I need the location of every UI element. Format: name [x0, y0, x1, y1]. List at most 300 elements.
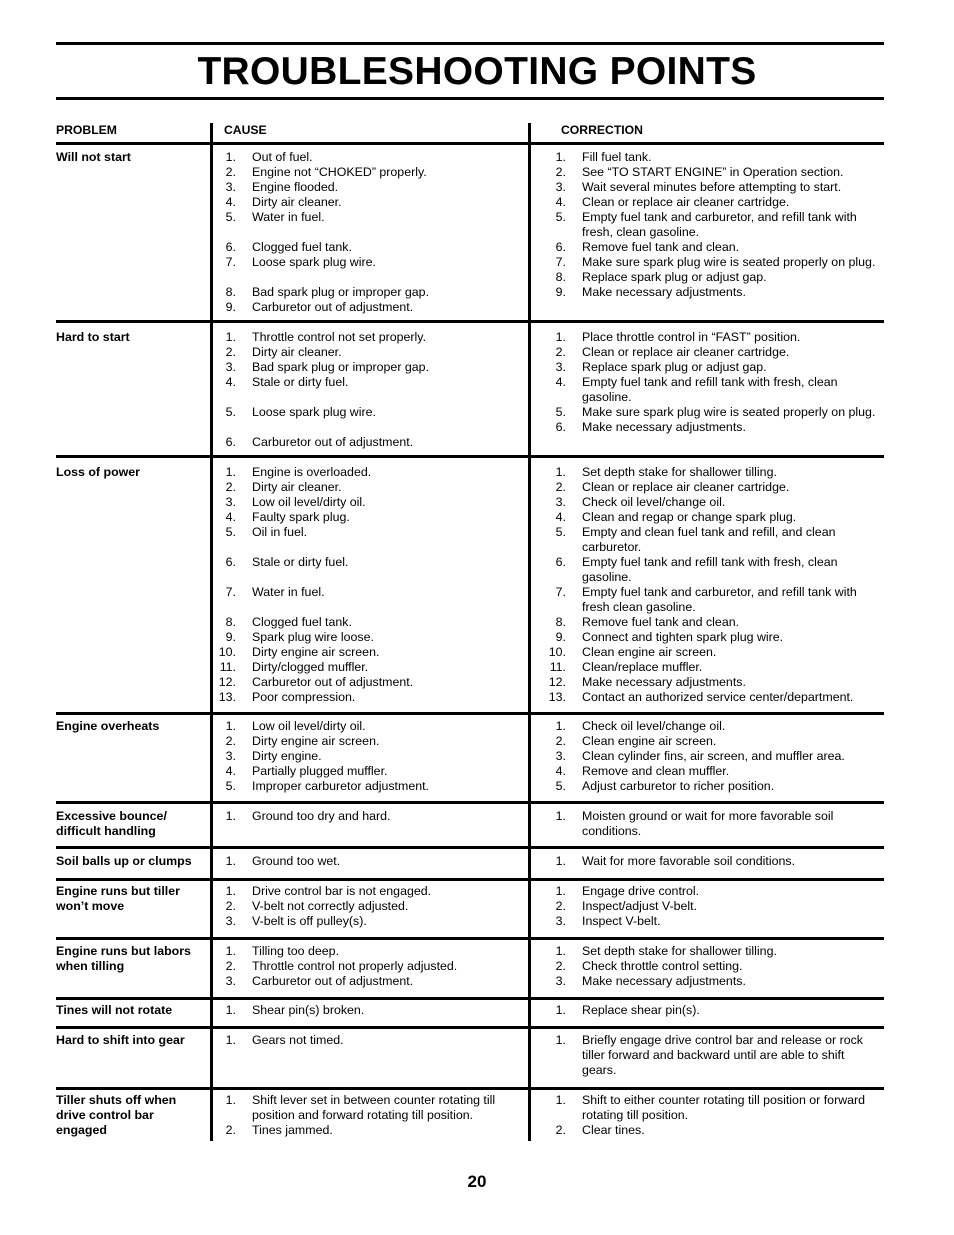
row-divider [56, 1026, 884, 1029]
item-text: Spark plug wire loose. [252, 630, 374, 644]
item-text: Oil in fuel. [252, 525, 308, 539]
item-text: Partially plugged muffler. [252, 764, 388, 778]
item-number: 3. [555, 749, 566, 763]
item-text: Empty fuel tank and carburetor, and refill tank with fresh clean gasoline. [582, 585, 857, 614]
problem-label [56, 1003, 206, 1018]
item-number: 5. [225, 779, 236, 793]
item-text: Drive control bar is not engaged. [252, 884, 432, 898]
item-number: 12. [548, 675, 566, 689]
correction-list [542, 1003, 880, 1018]
item-number: 11. [549, 660, 566, 674]
item-text: Dirty air cleaner. [252, 195, 342, 209]
item-number: 9. [555, 630, 566, 644]
problem-label-line: Will not start [56, 150, 131, 164]
correction-item [542, 180, 880, 195]
cause-item [212, 660, 512, 675]
item-number: 1. [555, 809, 566, 823]
item-text: Dirty air cleaner. [252, 345, 342, 359]
correction-item [542, 405, 880, 420]
item-text: Water in fuel. [252, 210, 325, 224]
correction-item [542, 779, 880, 794]
item-text: V-belt is off pulley(s). [252, 914, 367, 928]
item-number: 7. [225, 255, 236, 269]
list-spacer [212, 600, 512, 615]
item-number: 1. [555, 150, 566, 164]
item-text: Shift to either counter rotating till position or forward rotating till position. [582, 1093, 866, 1122]
problem-label [56, 1033, 206, 1048]
correction-item [542, 764, 880, 779]
problem-label-line: Soil balls up or clumps [56, 854, 192, 868]
item-number: 1. [225, 1033, 236, 1047]
item-text: Clear tines. [582, 1123, 645, 1137]
row-divider [56, 846, 884, 849]
cause-item [212, 645, 512, 660]
correction-item [542, 899, 880, 914]
item-number: 4. [555, 375, 566, 389]
item-number: 5. [225, 525, 236, 539]
item-number: 2. [555, 1123, 566, 1137]
item-text: Dirty air cleaner. [252, 480, 342, 494]
item-text: Faulty spark plug. [252, 510, 350, 524]
correction-item [542, 854, 880, 869]
correction-item [542, 330, 880, 345]
item-text: Bad spark plug or improper gap. [252, 360, 430, 374]
item-text: Empty fuel tank and refill tank with fresh, clean gasoline. [582, 555, 838, 584]
item-text: Check oil level/change oil. [582, 719, 726, 733]
cause-item [212, 675, 512, 690]
item-text: Ground too dry and hard. [252, 809, 391, 823]
cause-item [212, 944, 512, 959]
item-text: Clean or replace air cleaner cartridge. [582, 480, 790, 494]
cause-item [212, 360, 512, 375]
item-text: Clean or replace air cleaner cartridge. [582, 345, 790, 359]
item-number: 1. [555, 884, 566, 898]
correction-item [542, 809, 880, 839]
item-text: Set depth stake for shallower tilling. [582, 944, 777, 958]
item-number: 8. [555, 270, 566, 284]
correction-item [542, 1093, 880, 1123]
cause-list [212, 465, 512, 705]
item-number: 2. [225, 899, 236, 913]
cause-item [212, 165, 512, 180]
item-text: Dirty engine air screen. [252, 734, 380, 748]
item-text: Dirty engine. [252, 749, 322, 763]
cause-item [212, 465, 512, 480]
item-number: 4. [225, 195, 236, 209]
item-text: Loose spark plug wire. [252, 405, 376, 419]
correction-item [542, 660, 880, 675]
cause-item [212, 585, 512, 600]
correction-item [542, 210, 880, 240]
cause-list [212, 1003, 512, 1018]
list-spacer [212, 570, 512, 585]
correction-item [542, 734, 880, 749]
item-text: Empty and clean fuel tank and refill, and clean carburetor. [582, 525, 836, 554]
problem-label-line: Engine overheats [56, 719, 160, 733]
item-number: 3. [555, 914, 566, 928]
row-divider [56, 937, 884, 940]
item-number: 1. [225, 1093, 236, 1107]
cause-item [212, 495, 512, 510]
row-divider [56, 801, 884, 804]
item-text: Empty fuel tank and carburetor, and refill tank with fresh, clean gasoline. [582, 210, 857, 239]
item-text: Inspect V-belt. [582, 914, 661, 928]
item-text: Low oil level/dirty oil. [252, 495, 366, 509]
cause-item [212, 959, 512, 974]
row-divider [56, 1087, 884, 1090]
item-text: Empty fuel tank and refill tank with fresh, clean gasoline. [582, 375, 838, 404]
table-header-rule [56, 142, 884, 145]
item-text: Stale or dirty fuel. [252, 555, 349, 569]
correction-item [542, 585, 880, 615]
item-number: 4. [555, 764, 566, 778]
correction-item [542, 285, 880, 300]
title-underline-rule [56, 97, 884, 100]
cause-item [212, 809, 512, 824]
item-number: 1. [555, 854, 566, 868]
item-number: 7. [555, 255, 566, 269]
cause-item [212, 734, 512, 749]
cause-item [212, 255, 512, 270]
item-text: Adjust carburetor to richer position. [582, 779, 775, 793]
correction-list [542, 465, 880, 705]
item-text: Water in fuel. [252, 585, 325, 599]
problem-label [56, 1093, 206, 1138]
item-number: 2. [225, 480, 236, 494]
item-number: 7. [225, 585, 236, 599]
correction-item [542, 525, 880, 555]
problem-label-line: difficult handling [56, 824, 156, 838]
item-number: 5. [555, 779, 566, 793]
list-spacer [212, 270, 512, 285]
problem-label [56, 854, 206, 869]
item-text: Shift lever set in between counter rotating till position and forward rotating till position. [252, 1093, 496, 1122]
item-text: Dirty/clogged muffler. [252, 660, 369, 674]
item-text: Clogged fuel tank. [252, 240, 352, 254]
item-text: Throttle control not properly adjusted. [252, 959, 458, 973]
item-text: Gears not timed. [252, 1033, 344, 1047]
problem-label-line: won’t move [56, 899, 125, 913]
problem-label-line: Engine runs but tiller [56, 884, 180, 898]
problem-label-line: Tiller shuts off when [56, 1093, 177, 1107]
item-text: Clean engine air screen. [582, 734, 717, 748]
row-divider [56, 712, 884, 715]
item-number: 2. [555, 480, 566, 494]
item-text: Make sure spark plug wire is seated properly on plug. [582, 405, 876, 419]
cause-item [212, 480, 512, 495]
item-number: 3. [225, 180, 236, 194]
item-number: 4. [555, 510, 566, 524]
item-text: Clean and regap or change spark plug. [582, 510, 797, 524]
correction-item [542, 959, 880, 974]
item-number: 3. [555, 180, 566, 194]
item-number: 2. [555, 345, 566, 359]
correction-item [542, 465, 880, 480]
problem-label [56, 150, 206, 165]
item-text: Tines jammed. [252, 1123, 333, 1137]
correction-list [542, 1033, 880, 1078]
item-number: 1. [555, 1003, 566, 1017]
item-text: Improper carburetor adjustment. [252, 779, 429, 793]
item-number: 10. [218, 645, 236, 659]
item-number: 8. [225, 615, 236, 629]
item-number: 1. [555, 1033, 566, 1047]
cause-item [212, 1093, 512, 1123]
item-number: 8. [225, 285, 236, 299]
correction-item [542, 675, 880, 690]
item-text: Carburetor out of adjustment. [252, 435, 414, 449]
item-text: Loose spark plug wire. [252, 255, 376, 269]
item-number: 2. [225, 345, 236, 359]
problem-label-line: drive control bar [56, 1108, 154, 1122]
correction-item [542, 360, 880, 375]
problem-label-line: Loss of power [56, 465, 140, 479]
list-spacer [212, 540, 512, 555]
correction-item [542, 495, 880, 510]
item-text: Make sure spark plug wire is seated properly on plug. [582, 255, 876, 269]
item-number: 13. [218, 690, 236, 704]
cause-item [212, 1123, 512, 1138]
correction-item [542, 270, 880, 285]
cause-item [212, 375, 512, 390]
cause-item [212, 405, 512, 420]
correction-column-divider [528, 123, 531, 1141]
cause-list [212, 330, 512, 450]
item-text: Moisten ground or wait for more favorable soil conditions. [582, 809, 834, 838]
list-spacer [212, 225, 512, 240]
item-number: 2. [555, 165, 566, 179]
cause-item [212, 884, 512, 899]
correction-item [542, 690, 880, 705]
item-number: 2. [555, 734, 566, 748]
item-number: 1. [225, 719, 236, 733]
problem-label [56, 884, 206, 914]
item-text: Engine flooded. [252, 180, 339, 194]
page-title: TROUBLESHOOTING POINTS [197, 50, 757, 93]
item-text: Replace spark plug or adjust gap. [582, 360, 767, 374]
item-number: 2. [225, 1123, 236, 1137]
item-text: Make necessary adjustments. [582, 974, 746, 988]
item-number: 6. [555, 420, 566, 434]
item-number: 1. [225, 330, 236, 344]
correction-item [542, 480, 880, 495]
item-number: 2. [555, 899, 566, 913]
item-number: 1. [555, 330, 566, 344]
item-text: Bad spark plug or improper gap. [252, 285, 430, 299]
correction-list [542, 854, 880, 869]
header-cause: CAUSE [224, 123, 267, 137]
correction-item [542, 150, 880, 165]
correction-list [542, 809, 880, 839]
correction-item [542, 165, 880, 180]
item-text: See “TO START ENGINE” in Operation section. [582, 165, 844, 179]
problem-label-line: Hard to start [56, 330, 130, 344]
problem-label-line: Tines will not rotate [56, 1003, 173, 1017]
item-text: Wait several minutes before attempting to start. [582, 180, 842, 194]
item-number: 1. [555, 944, 566, 958]
item-number: 5. [555, 405, 566, 419]
item-text: Make necessary adjustments. [582, 420, 746, 434]
item-number: 1. [225, 944, 236, 958]
top-rule [56, 42, 884, 45]
item-text: Clean cylinder fins, air screen, and muffler area. [582, 749, 845, 763]
problem-label-line: engaged [56, 1123, 107, 1137]
item-number: 2. [225, 734, 236, 748]
item-number: 8. [555, 615, 566, 629]
correction-list [542, 1093, 880, 1138]
item-text: Tilling too deep. [252, 944, 340, 958]
problem-label-line: Hard to shift into gear [56, 1033, 185, 1047]
problem-label-line: when tilling [56, 959, 125, 973]
item-number: 3. [225, 360, 236, 374]
cause-item [212, 1033, 512, 1048]
correction-item [542, 255, 880, 270]
item-number: 7. [555, 585, 566, 599]
item-text: Shear pin(s) broken. [252, 1003, 365, 1017]
item-text: Out of fuel. [252, 150, 313, 164]
correction-item [542, 645, 880, 660]
item-number: 9. [225, 300, 236, 314]
item-text: Replace shear pin(s). [582, 1003, 700, 1017]
item-number: 6. [225, 555, 236, 569]
cause-item [212, 180, 512, 195]
correction-item [542, 1033, 880, 1078]
correction-item [542, 1123, 880, 1138]
item-text: Check throttle control setting. [582, 959, 743, 973]
item-text: Connect and tighten spark plug wire. [582, 630, 784, 644]
correction-item [542, 884, 880, 899]
page-number: 20 [467, 1172, 487, 1191]
item-text: Contact an authorized service center/department. [582, 690, 854, 704]
cause-list [212, 854, 512, 869]
item-number: 5. [555, 210, 566, 224]
item-number: 11. [219, 660, 236, 674]
cause-item [212, 435, 512, 450]
item-text: Clogged fuel tank. [252, 615, 352, 629]
item-text: Replace spark plug or adjust gap. [582, 270, 767, 284]
item-number: 12. [218, 675, 236, 689]
item-number: 4. [225, 375, 236, 389]
item-text: Briefly engage drive control bar and release or rock tiller forward and backward until are able to shift gears. [582, 1033, 864, 1077]
item-number: 4. [225, 510, 236, 524]
item-text: V-belt not correctly adjusted. [252, 899, 409, 913]
item-number: 5. [225, 405, 236, 419]
row-divider [56, 320, 884, 323]
cause-item [212, 719, 512, 734]
correction-item [542, 974, 880, 989]
cause-item [212, 974, 512, 989]
cause-item [212, 914, 512, 929]
item-text: Fill fuel tank. [582, 150, 652, 164]
cause-list [212, 944, 512, 989]
item-number: 6. [225, 240, 236, 254]
item-text: Remove and clean muffler. [582, 764, 730, 778]
correction-item [542, 420, 880, 435]
item-number: 13. [548, 690, 566, 704]
item-text: Dirty engine air screen. [252, 645, 380, 659]
problem-label-line: Excessive bounce/ [56, 809, 167, 823]
correction-item [542, 944, 880, 959]
item-text: Inspect/adjust V-belt. [582, 899, 698, 913]
cause-item [212, 195, 512, 210]
cause-list [212, 1093, 512, 1138]
list-spacer [212, 390, 512, 405]
correction-list [542, 719, 880, 794]
item-number: 3. [555, 974, 566, 988]
item-number: 2. [225, 959, 236, 973]
item-text: Low oil level/dirty oil. [252, 719, 366, 733]
item-number: 10. [548, 645, 566, 659]
item-number: 2. [555, 959, 566, 973]
item-text: Wait for more favorable soil conditions. [582, 854, 796, 868]
cause-item [212, 779, 512, 794]
cause-item [212, 749, 512, 764]
item-number: 3. [225, 974, 236, 988]
cause-list [212, 719, 512, 794]
item-text: Make necessary adjustments. [582, 285, 746, 299]
cause-item [212, 899, 512, 914]
item-number: 1. [225, 150, 236, 164]
item-number: 3. [555, 495, 566, 509]
cause-item [212, 330, 512, 345]
item-text: Carburetor out of adjustment. [252, 300, 414, 314]
correction-item [542, 375, 880, 405]
cause-item [212, 764, 512, 779]
item-text: Set depth stake for shallower tilling. [582, 465, 777, 479]
item-number: 9. [225, 630, 236, 644]
item-text: Poor compression. [252, 690, 356, 704]
item-text: Engage drive control. [582, 884, 700, 898]
correction-item [542, 195, 880, 210]
item-text: Engine is overloaded. [252, 465, 372, 479]
item-number: 6. [555, 240, 566, 254]
cause-item [212, 615, 512, 630]
item-text: Carburetor out of adjustment. [252, 974, 414, 988]
item-number: 6. [225, 435, 236, 449]
correction-item [542, 555, 880, 585]
item-number: 1. [225, 1003, 236, 1017]
cause-item [212, 300, 512, 315]
item-number: 1. [225, 884, 236, 898]
item-number: 2. [225, 165, 236, 179]
correction-list [542, 884, 880, 929]
problem-label [56, 465, 206, 480]
cause-item [212, 555, 512, 570]
cause-list [212, 150, 512, 315]
cause-item [212, 1003, 512, 1018]
item-number: 5. [555, 525, 566, 539]
problem-label [56, 944, 206, 974]
item-text: Check oil level/change oil. [582, 495, 726, 509]
correction-list [542, 330, 880, 435]
item-text: Stale or dirty fuel. [252, 375, 349, 389]
item-number: 1. [225, 809, 236, 823]
correction-item [542, 615, 880, 630]
cause-item [212, 210, 512, 225]
correction-item [542, 914, 880, 929]
item-text: Place throttle control in “FAST” position. [582, 330, 801, 344]
item-number: 3. [225, 495, 236, 509]
item-text: Remove fuel tank and clean. [582, 240, 740, 254]
item-number: 3. [225, 914, 236, 928]
item-number: 3. [225, 749, 236, 763]
cause-list [212, 884, 512, 929]
problem-label [56, 330, 206, 345]
item-number: 4. [225, 764, 236, 778]
correction-item [542, 240, 880, 255]
item-number: 3. [555, 360, 566, 374]
cause-item [212, 630, 512, 645]
